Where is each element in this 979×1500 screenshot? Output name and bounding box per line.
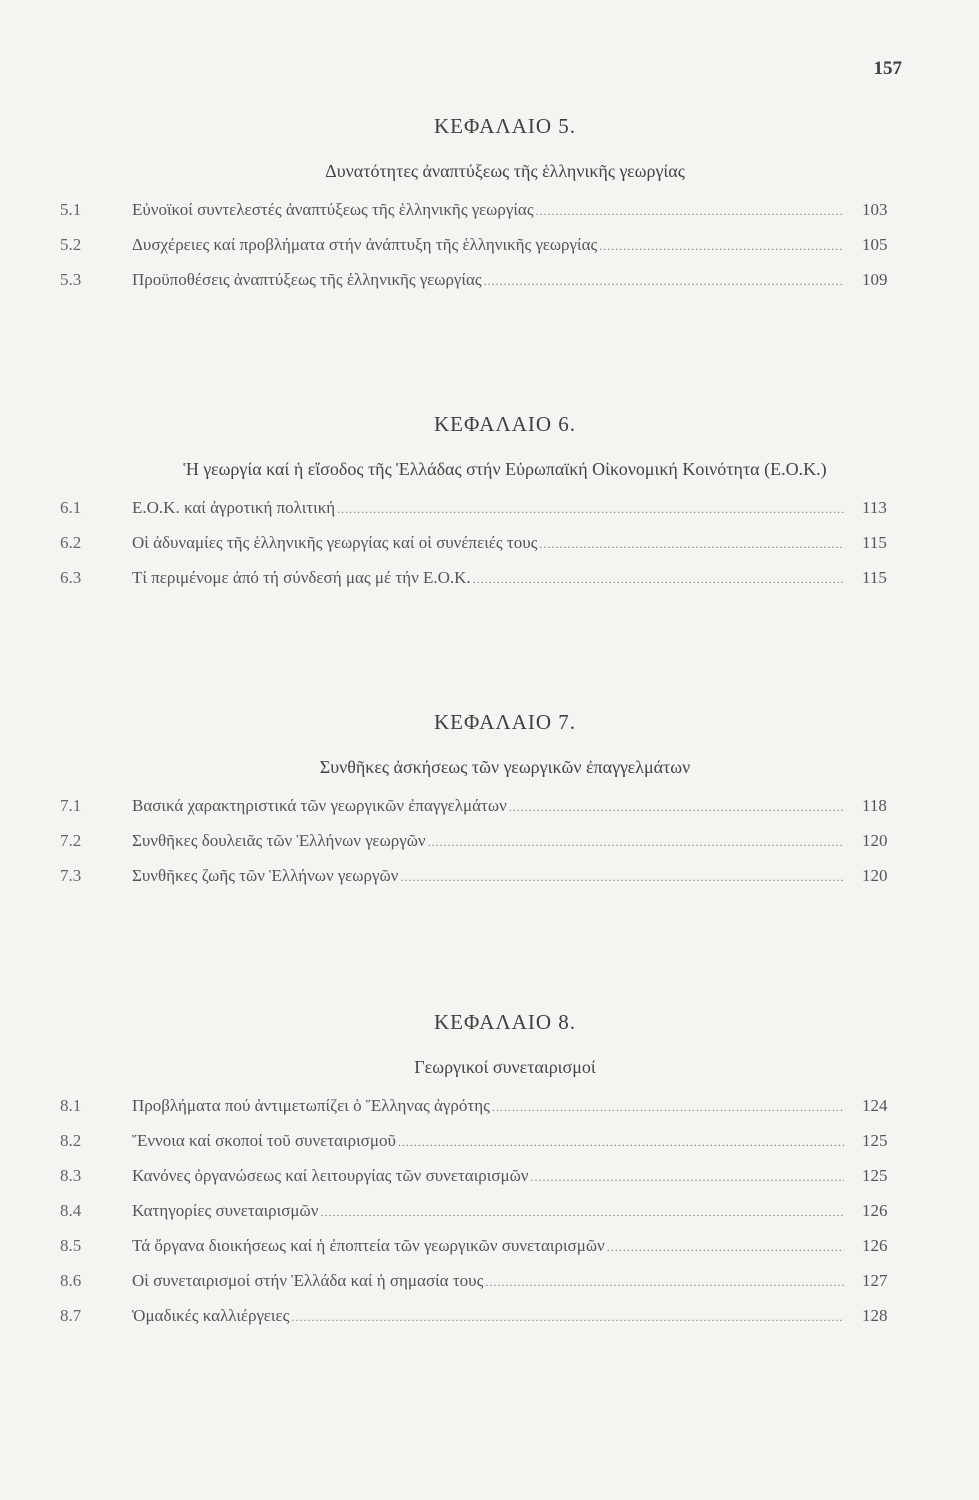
toc-title: Ἔννοια καί σκοποί τοῦ συνεταιρισμοῦ <box>132 1131 396 1150</box>
toc-entry[interactable] <box>60 831 910 866</box>
chapter-6 <box>60 412 910 603</box>
toc-page: 126 <box>862 1201 888 1220</box>
toc-title: Προϋποθέσεις ἀναπτύξεως τῆς ἑλληνικῆς γεωργίας <box>132 270 482 289</box>
toc-title: Βασικά χαρακτηριστικά τῶν γεωργικῶν ἐπαγγελμάτων <box>132 796 507 815</box>
toc-title: Τί περιμένομε ἀπό τή σύνδεσή μας μέ τήν Ε.Ο.Κ. <box>132 568 471 587</box>
chapter-5 <box>60 114 910 305</box>
chapter-heading: ΚΕΦΑΛΑΙΟ 7. <box>433 710 577 734</box>
toc-number: 6.3 <box>60 568 82 587</box>
toc-number: 5.1 <box>60 200 82 219</box>
toc-list <box>60 498 910 603</box>
toc-number: 6.1 <box>60 498 82 517</box>
toc-page: 126 <box>862 1236 888 1255</box>
toc-title: Κατηγορίες συνεταιρισμῶν <box>132 1201 319 1220</box>
toc-title: Συνθῆκες ζωῆς τῶν Ἑλλήνων γεωργῶν <box>132 866 399 885</box>
toc-page: 120 <box>862 866 888 885</box>
toc-entry[interactable] <box>60 200 910 235</box>
toc-entry[interactable] <box>60 1201 910 1236</box>
chapter-subtitle: Δυνατότητες ἀναπτύξεως τῆς ἑλληνικῆς γεωργίας <box>325 161 685 181</box>
toc-number: 8.4 <box>60 1201 82 1220</box>
toc-page: 105 <box>862 235 888 254</box>
toc-page: 124 <box>862 1096 888 1115</box>
dot-leader <box>539 537 844 552</box>
toc-page: 127 <box>862 1271 888 1290</box>
toc-number: 5.2 <box>60 235 82 254</box>
toc-entry[interactable] <box>60 1096 910 1131</box>
dot-leader <box>485 1275 844 1290</box>
dot-leader <box>599 239 844 254</box>
toc-entry[interactable] <box>60 1306 910 1341</box>
toc-number: 7.1 <box>60 796 82 815</box>
chapter-subtitle: Γεωργικοί συνεταιρισμοί <box>414 1057 596 1077</box>
toc-title: Ε.Ο.Κ. καί ἀγροτική πολιτική <box>132 498 336 517</box>
chapter-7 <box>60 710 910 901</box>
toc-entry[interactable] <box>60 796 910 831</box>
toc-title: Κανόνες ὀργανώσεως καί λειτουργίας τῶν συνεταιρισμῶν <box>132 1166 529 1185</box>
toc-title: Προβλήματα πού ἀντιμετωπίζει ὁ Ἕλληνας ἀγρότης <box>132 1096 490 1115</box>
toc-entry[interactable] <box>60 866 910 901</box>
toc-title: Ὁμαδικές καλλιέργειες <box>132 1306 290 1325</box>
toc-page: 115 <box>862 568 887 587</box>
toc-entry[interactable] <box>60 1236 910 1271</box>
dot-leader <box>400 870 844 885</box>
toc-number: 6.2 <box>60 533 82 552</box>
dot-leader <box>531 1170 845 1185</box>
toc-page: 113 <box>862 498 887 517</box>
toc-page: 103 <box>862 200 888 219</box>
chapter-subtitle: Ἡ γεωργία καί ἡ εἴσοδος τῆς Ἑλλάδας στήν Εὐρωπαϊκή Οἰκονομική Κοινότητα (Ε.Ο.Κ.) <box>183 459 827 479</box>
dot-leader <box>509 800 844 815</box>
toc-page: 125 <box>862 1131 888 1150</box>
dot-leader <box>398 1135 844 1150</box>
toc-entry[interactable] <box>60 1166 910 1201</box>
toc-entry[interactable] <box>60 533 910 568</box>
toc-title: Εὐνοϊκοί συντελεστές ἀναπτύξεως τῆς ἑλληνικῆς γεωργίας <box>132 200 534 219</box>
toc-entry[interactable] <box>60 270 910 305</box>
toc-entry[interactable] <box>60 568 910 603</box>
dot-leader <box>428 835 844 850</box>
toc-title: Δυσχέρειες καί προβλήματα στήν ἀνάπτυξη τῆς ἑλληνικῆς γεωργίας <box>132 235 598 254</box>
toc-title: Τά ὄργανα διοικήσεως καί ἡ ἐποπτεία τῶν γεωργικῶν συνεταιρισμῶν <box>132 1236 605 1255</box>
toc-number: 7.2 <box>60 831 82 850</box>
toc-number: 8.5 <box>60 1236 82 1255</box>
toc-title: Συνθῆκες δουλειᾶς τῶν Ἑλλήνων γεωργῶν <box>132 831 426 850</box>
toc-list <box>60 200 910 305</box>
toc-page: 118 <box>862 796 887 815</box>
toc-number: 8.1 <box>60 1096 82 1115</box>
dot-leader <box>492 1100 844 1115</box>
toc-number: 8.7 <box>60 1306 82 1325</box>
page-number: 157 <box>873 58 902 79</box>
toc-entry[interactable] <box>60 235 910 270</box>
chapter-heading: ΚΕΦΑΛΑΙΟ 8. <box>433 1010 577 1034</box>
toc-number: 8.2 <box>60 1131 82 1150</box>
toc-page: 109 <box>862 270 888 289</box>
toc-page: 120 <box>862 831 888 850</box>
dot-leader <box>337 502 844 517</box>
dot-leader <box>607 1240 844 1255</box>
toc-entry[interactable] <box>60 1131 910 1166</box>
chapter-8 <box>60 1010 910 1341</box>
toc-list <box>60 1096 910 1341</box>
toc-number: 5.3 <box>60 270 82 289</box>
chapter-heading: ΚΕΦΑΛΑΙΟ 6. <box>433 412 577 436</box>
toc-title: Οἱ συνεταιρισμοί στήν Ἑλλάδα καί ἡ σημασία τους <box>132 1271 484 1290</box>
toc-title: Οἱ ἀδυναμίες τῆς ἑλληνικῆς γεωργίας καί οἱ συνέπειές τους <box>132 533 538 552</box>
toc-page: 115 <box>862 533 887 552</box>
dot-leader <box>473 572 844 587</box>
toc-number: 7.3 <box>60 866 82 885</box>
toc-number: 8.6 <box>60 1271 82 1290</box>
toc-list <box>60 796 910 901</box>
chapter-subtitle: Συνθῆκες ἀσκήσεως τῶν γεωργικῶν ἐπαγγελμάτων <box>319 757 691 777</box>
dot-leader <box>320 1205 844 1220</box>
dot-leader <box>484 274 844 289</box>
toc-page: 128 <box>862 1306 888 1325</box>
dot-leader <box>291 1310 844 1325</box>
toc-number: 8.3 <box>60 1166 82 1185</box>
chapter-heading: ΚΕΦΑΛΑΙΟ 5. <box>433 114 577 138</box>
toc-entry[interactable] <box>60 1271 910 1306</box>
toc-page: 125 <box>862 1166 888 1185</box>
dot-leader <box>536 204 844 219</box>
toc-entry[interactable] <box>60 498 910 533</box>
